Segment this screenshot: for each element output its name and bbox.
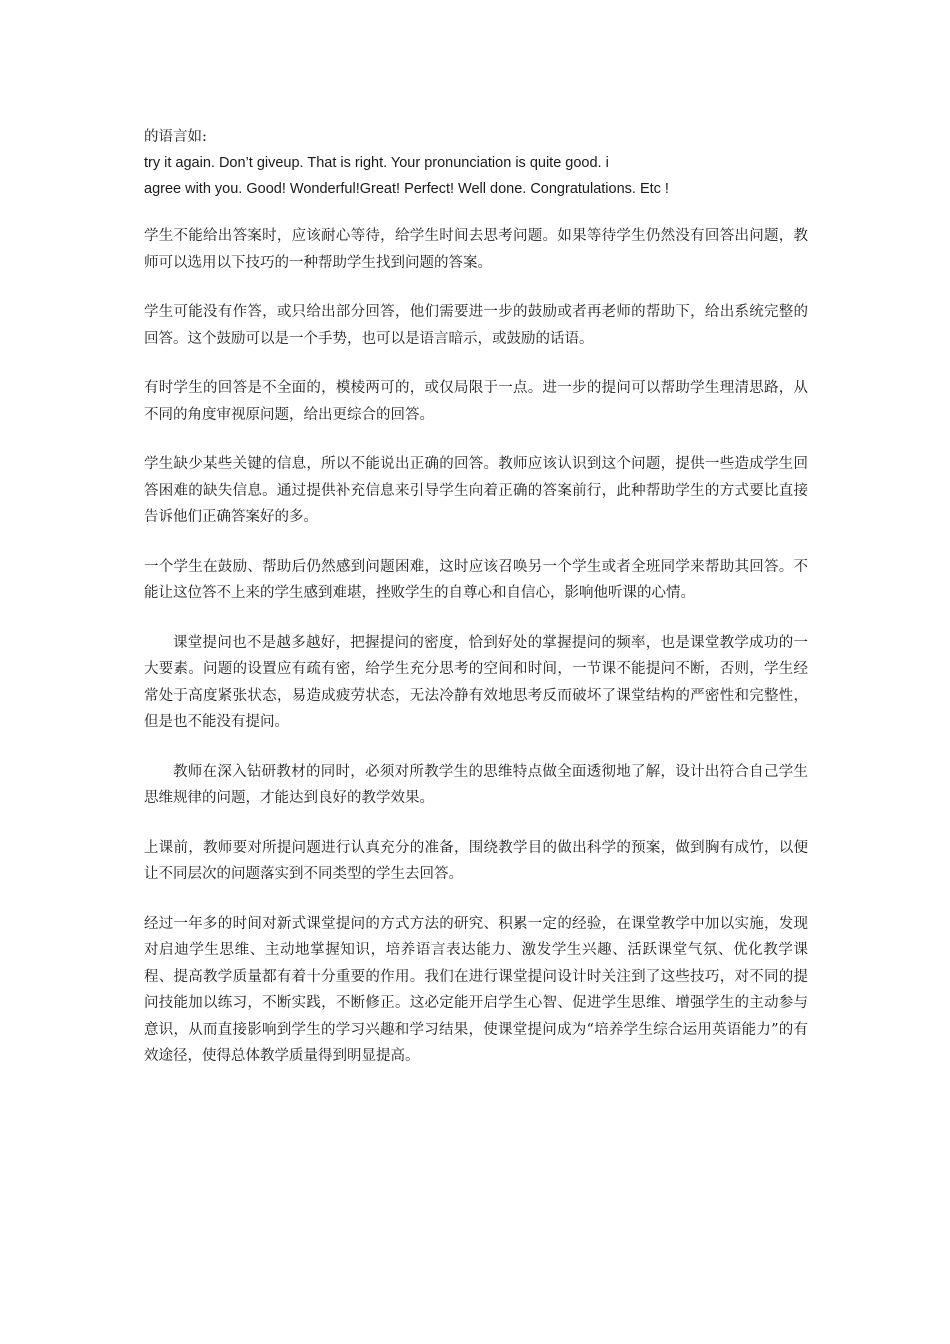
paragraph-question-density: 课堂提问也不是越多越好，把握提问的密度，恰到好处的掌握提问的频率，也是课堂教学成功的一大要素。问题的设置应有疏有密，给学生充分思考的空间和时间，一节课不能提问不断，否则，学生经常处于高度紧张状态，易造成疲劳状态，无法冷静有效地思考反而破坏了课堂结构的严密性和完整性，但是也不能没有提问。: [144, 634, 808, 730]
paragraph-follow-up-questions: 有时学生的回答是不全面的，模棱两可的，或仅局限于一点。进一步的提问可以帮助学生理清思路，从不同的角度审视原问题，给出更综合的回答。: [144, 380, 808, 423]
document-page: [144, 124, 808, 1084]
english-phrases-line-1: try it again. Don’t giveup. That is right. Your pronunciation is quite good. i: [144, 155, 609, 171]
paragraph-missing-information: 学生缺少某些关键的信息，所以不能说出正确的回答。教师应该认识到这个问题，提供一些造成学生回答困难的缺失信息。通过提供补充信息来引导学生向着正确的答案前行，此种帮助学生的方式要比直接告诉他们正确答案好的多。: [144, 456, 808, 525]
intro-label: 的语言如:: [144, 129, 207, 145]
paragraph-peer-help: 一个学生在鼓励、帮助后仍然感到问题困难，这时应该召唤另一个学生或者全班同学来帮助其回答。不能让这位答不上来的学生感到难堪，挫败学生的自尊心和自信心，影响他听课的心情。: [144, 558, 808, 601]
paragraph-waiting-for-answer: 学生不能给出答案时，应该耐心等待，给学生时间去思考问题。如果等待学生仍然没有回答出问题，教师可以选用以下技巧的一种帮助学生找到问题的答案。: [144, 228, 808, 271]
paragraph-student-thinking: 教师在深入钻研教材的同时，必须对所教学生的思维特点做全面透彻地了解，设计出符合自己学生思维规律的问题，才能达到良好的教学效果。: [144, 763, 808, 806]
paragraph-conclusion: 经过一年多的时间对新式课堂提问的方式方法的研究、积累一定的经验，在课堂教学中加以实施，发现对启迪学生思维、主动地掌握知识，培养语言表达能力、激发学生兴趣、活跃课堂气氛、优化教学课程、提高教学质量都有着十分重要的作用。我们在进行课堂提问设计时关注到了这些技巧，对不同的提问技能加以练习，不断实践，不断修正。这必定能开启学生心智、促进学生思维、增强学生的主动参与意识，从而直接影响到学生的学习兴趣和学习结果，使课堂提问成为“培养学生综合运用英语能力”的有效途径，使得总体教学质量得到明显提高。: [144, 915, 808, 1064]
paragraph-encouragement: 学生可能没有作答，或只给出部分回答，他们需要进一步的鼓励或者再老师的帮助下，给出系统完整的回答。这个鼓励可以是一个手势，也可以是语言暗示，或鼓励的话语。: [144, 304, 808, 347]
paragraph-preparation: 上课前，教师要对所提问题进行认真充分的准备，围绕教学目的做出科学的预案，做到胸有成竹，以便让不同层次的问题落实到不同类型的学生去回答。: [144, 839, 808, 882]
english-phrases-line-2: agree with you. Good! Wonderful!Great! Perfect! Well done. Congratulations. Etc !: [144, 181, 669, 197]
